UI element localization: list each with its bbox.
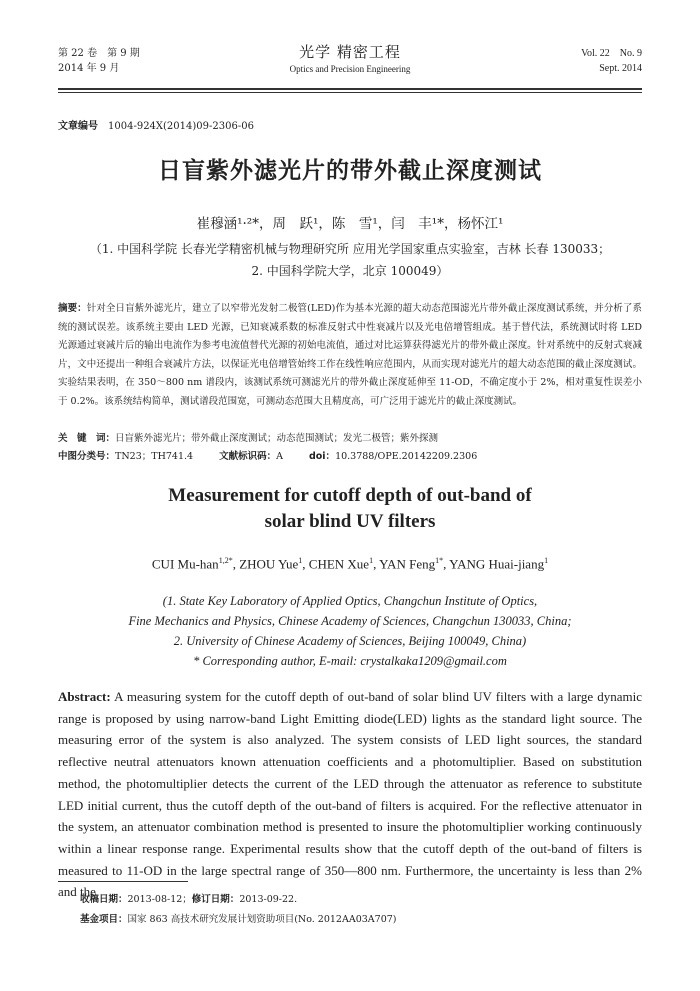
affiliation-en-line1: (1. State Key Laboratory of Applied Optics, Changchun Institute of Optics, (162, 594, 538, 608)
journal-name-en: Optics and Precision Engineering (289, 64, 411, 74)
header-right (581, 46, 642, 76)
author-en-3-sup: 1 (369, 556, 374, 565)
footnote-rule (58, 881, 188, 882)
clc-label: 中图分类号： (58, 451, 116, 462)
author-en-3: CHEN Xue (308, 556, 370, 572)
volume-cn: 第 22 卷 第 9 期 (58, 48, 140, 59)
abstract-cn (58, 300, 642, 411)
affiliation-en-line2: Fine Mechanics and Physics, Chinese Academy of Sciences, Changchun 130033, China; (128, 614, 572, 628)
footnotes (80, 890, 642, 930)
doc-code-value: A (276, 451, 283, 462)
author-en-5: YANG Huai-jiang (449, 556, 545, 572)
doi-value: 10.3788/OPE.20142209.2306 (335, 451, 478, 462)
author-en-1: CUI Mu-han (151, 556, 219, 572)
title-en (0, 483, 700, 535)
article-number-value: 1004-924X(2014)09-2306-06 (108, 121, 254, 132)
title-en-line2: solar blind UV filters (264, 511, 436, 532)
journal-name-cn: 光学 精密工程 (299, 43, 401, 61)
header-rule-thick (58, 88, 642, 90)
doi-label: doi： (308, 451, 336, 462)
revised-value: 2013-09-22. (239, 894, 298, 905)
date-en: Sept. 2014 (599, 63, 642, 74)
article-number-label: 文章编号 (58, 121, 98, 132)
received-label: 收稿日期： (80, 894, 128, 905)
keywords-cn-text: 日盲紫外滤光片；带外截止深度测试；动态范围测试；发光二极管；紫外探测 (115, 433, 439, 444)
classification-cn (58, 448, 642, 466)
affiliation-en-line3: 2. University of Chinese Academy of Sciences, Beijing 100049, China) (173, 634, 527, 648)
affiliation-cn-line1: （1. 中国科学院 长春光学精密机械与物理研究所 应用光学国家重点实验室，吉林 长春 130033； (89, 242, 611, 256)
received-value: 2013-08-12； (127, 894, 192, 905)
header-rule-thin (58, 92, 642, 93)
fund-value: 国家 863 高技术研究发展计划资助项目(No. 2012AA03A707) (127, 914, 397, 925)
volume-en: Vol. 22 No. 9 (581, 48, 642, 59)
header-center (58, 42, 642, 76)
affiliation-cn-line2: 2. 中国科学院大学，北京 100049） (251, 264, 449, 278)
date-cn: 2014 年 9 月 (58, 63, 120, 74)
title-en-line1: Measurement for cutoff depth of out-band of (168, 485, 532, 506)
abstract-en-label: Abstract: (58, 689, 111, 704)
fund-label: 基金项目： (80, 914, 128, 925)
article-number (58, 117, 254, 132)
author-en-5-sup: 1 (544, 556, 549, 565)
author-en-2: ZHOU Yue (239, 556, 299, 572)
author-en-4-sup: 1* (435, 556, 444, 565)
corresponding-author: * Corresponding author, E-mail: crystalkaka1209@gmail.com (193, 654, 507, 668)
keywords-cn (58, 430, 642, 448)
authors-en: CUI Mu-han$^{1,2*}$, ZHOU Yue$^1$, CHEN Xue$^1$, YAN Feng$^{1*}$, YANG Huai-jiang$^1$ (151, 556, 549, 572)
revised-label: 修订日期： (191, 894, 240, 905)
abstract-en-text: A measuring system for the cutoff depth of out-band of solar blind UV filters with a large dynamic range is proposed by using narrow-band Light Emitting diode(LED) lights as the standard light source. The measuring error of the system is also analyzed. The system consists of LED light sources, the standard reflective neutral attenuators known attenuation coefficients and a photomultiplier. Based on substitution method, the photomultiplier detects the current of the LED through the attenuator as reference to substitute LED initial current, thus the cutoff depth of the out-band of filters is acquired. For the reflective attenuator in the system, an attenuator combination method is presented to insure the photomultiplier working continuously within a linear response range. Experimental results show that the cutoff depth of the out-band of filters is measured to 11-OD in the large spectral range of 350—800 nm. Furthermore, the uncertainty is less than 2% and the (58, 689, 642, 900)
author-en-1-sup: 1,2* (218, 556, 233, 565)
running-header (58, 40, 642, 86)
doc-code-label: 文献标识码： (219, 451, 277, 462)
author-en-2-sup: 1 (298, 556, 303, 565)
keywords-cn-label: 关 键 词： (58, 433, 116, 444)
author-en-4: YAN Feng (379, 556, 436, 572)
title-cn: 日盲紫外滤光片的带外截止深度测试 (158, 158, 542, 184)
abstract-cn-text: 针对全日盲紫外滤光片，建立了以窄带光发射二极管(LED)作为基本光源的超大动态范围滤光片带外截止深度测试系统，并分析了系统的测试误差。该系统主要由 LED 光源，已知衰减系数的标准反射式中性衰减片以及光电倍增管组成。基于替代法，系统测试时将 LED 光源通过衰减片后的输出电流作为参考电流值替代光源的初始电流值，通过对比运算获得滤光片的带外截止深度。针对系统中的反射式衰减片，文中还提出一种组合衰减片方法，以保证光电倍增管始终工作在线性响应范围内，从而实现对滤光片的超大动态范围的截止深度测试。实验结果表明，在 350～800 nm 谱段内，该测试系统可测滤光片的带外截止深度延伸至 11-OD，不确定度小于 2%，相对重复性误差小于 0.2%。该系统结构简单，测试谱段范围宽，可测动态范围大且精度高，可广泛用于滤光片的截止深度测试。 (58, 303, 642, 407)
keywords-block (58, 430, 642, 466)
abstract-en (58, 686, 642, 903)
authors-cn: 崔穆涵¹·²*，周 跃¹，陈 雪¹，闫 丰¹*，杨怀江¹ (196, 216, 504, 232)
abstract-cn-label: 摘要： (58, 303, 87, 314)
clc-value: TN23；TH741.4 (115, 451, 194, 462)
affiliation-en (58, 591, 642, 671)
dates-footnote (80, 890, 642, 910)
affiliation-cn (58, 238, 642, 282)
fund-footnote (80, 910, 642, 930)
